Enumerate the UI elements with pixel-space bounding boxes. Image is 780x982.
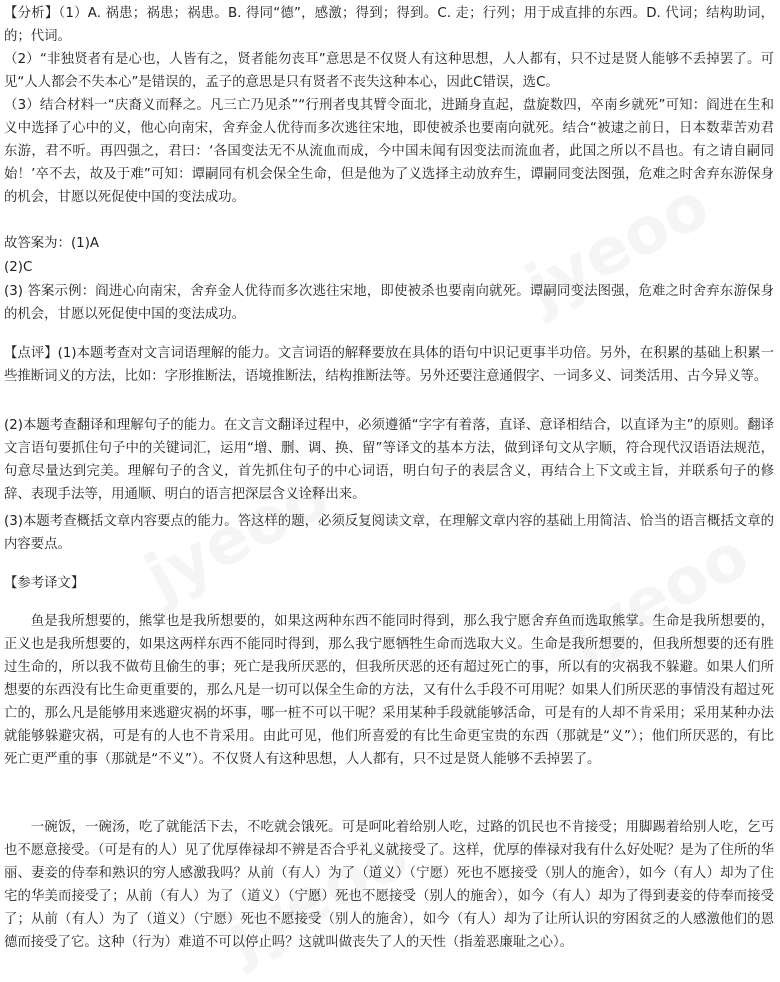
translation-paragraph-2: 一碗饭，一碗汤，吃了就能活下去，不吃就会饿死。可是呵叱着给别人吃，过路的饥民也不肯接受；用脚踢着给别人吃，乞丐也不愿意接受。（可是有的人）见了优厚俸禄却不辨是否合乎礼义就接受了。这样，优厚的俸禄对我有什么好处呢？是为了住所的华丽、妻妾的侍奉和熟识的穷人感激我吗？从前（有人）为了（道义）（宁愿）死也不愿接受（别人的施舍），如今（有人）却为了住宅的华美而接受了；从前（有人）为了（道义）（宁愿）死也不愿接受（别人的施舍），如今（有人）却为了得到妻妾的侍奉而接受了；从前（有人）为了（道义）（宁愿）死也不愿接受（别人的施舍），如今（有人）却为了让所认识的穷困贫乏的人感激他们的恩德而接受了它。这种（行为）难道不可以停止吗？这就叫做丧失了人的天性（指羞恶廉耻之心）。 (4, 820, 774, 950)
answer-line-2: (2)C (4, 260, 33, 275)
answer-line-1: 故答案为：(1)A (4, 236, 100, 251)
comment-part-3: (3)本题考查概括文章内容要点的能力。答这样的题，必须反复阅读文章，在理解文章内容的基础上用简洁、恰当的语言概括文章的内容要点。 (4, 514, 774, 552)
answer-line-3: (3) 答案示例：阎进心向南宋，舍弃金人优待而多次逃往宋地，即使被杀也要南向就死。谭嗣同变法图强，危难之时舍弃东游保身的机会，甘愿以死促使中国的变法成功。 (4, 284, 774, 322)
comment-part-2: (2)本题考查翻译和理解句子的能力。在文言文翻译过程中，必须遵循“字字有着落，直译、意译相结合，以直译为主”的原则。翻译文言语句要抓住句子中的关键词汇，运用“增、删、调、换、留”等译文的基本方法，做到译句文从字顺，符合现代汉语语法规范，句意尽量达到完美。理解句子的含义，首先抓住句子的中心词语，明白句子的表层含义，再结合上下文或主旨，并联系句子的修辞、表现手法等，用通顺、明白的语言把深层含义诠释出来。 (4, 418, 774, 502)
analysis-part-3: （3）结合材料一“庆裔义而释之。凡三亡乃见杀”“行刑者曳其臂令面北，进踊身直起，盘旋数四，卒南乡就死”可知：阎进在生和义中选择了心中的义，他心向南宋，舍弃金人优待而多次逃往宋地，即使被杀也要南向就死。结合“被逮之前日，日本数辈苦劝君东游，君不听。再四强之，君曰：‘各国变法无不从流血而成，今中国未闻有因变法而流血者，此国之所以不昌也。有之请自嗣同始！’卒不去，故及于难”可知：谭嗣同有机会保全生命，但是他为了义选择主动放弃生，谭嗣同变法图强，危难之时舍弃东游保身的机会，甘愿以死促使中国的变法成功。 (4, 98, 774, 205)
analysis-part-1: 【分析】（1）A. 祸患；祸患；祸患。B. 得同“德”，感激；得到；得到。C. 走；行列；用于成直排的东西。D. 代词；结构助词，的；代词。 (4, 6, 774, 44)
comment-part-1: 【点评】(1)本题考查对文言词语理解的能力。文言词语的解释要放在具体的语句中识记更事半功倍。另外，在积累的基础上积累一些推断词义的方法，比如：字形推断法，语境推断法，结构推断法等。另外还要注意通假字、一词多义、词类活用、古今异义等。 (4, 346, 774, 384)
analysis-part-2: （2）“非独贤者有是心也，人皆有之，贤者能勿丧耳”意思是不仅贤人有这种思想，人人都有，只不过是贤人能够不丢掉罢了。可见“人人都会不失本心”是错误的，孟子的意思是只有贤者不丧失这种本心，因此C错误，选C。 (4, 52, 774, 90)
translation-paragraph-1: 鱼是我所想要的，熊掌也是我所想要的，如果这两种东西不能同时得到，那么我宁愿舍弃鱼而选取熊掌。生命是我所想要的，正义也是我所想要的，如果这两样东西不能同时得到，那么我宁愿牺牲生命而选取大义。生命是我所想要的，但我所想要的还有胜过生命的，所以我不做苟且偷生的事；死亡是我所厌恶的，但我所厌恶的还有超过死亡的事，所以有的灾祸我不躲避。如果人们所想要的东西没有比生命更重要的，那么凡是一切可以保全生命的方法，又有什么手段不可用呢？如果人们所厌恶的事情没有超过死亡的，那么凡是能够用来逃避灾祸的坏事，哪一桩不可以干呢？采用某种手段就能够活命，可是有的人却不肯采用；采用某种办法就能够躲避灾祸，可是有的人也不肯采用。由此可见，他们所喜爱的有比生命更宝贵的东西（那就是“义”）；他们所厌恶的，有比死亡更严重的事（那就是“不义”）。不仅贤人有这种思想，人人都有，只不过是贤人能够不丢掉罢了。 (4, 614, 774, 767)
translation-heading: 【参考译文】 (4, 576, 85, 591)
